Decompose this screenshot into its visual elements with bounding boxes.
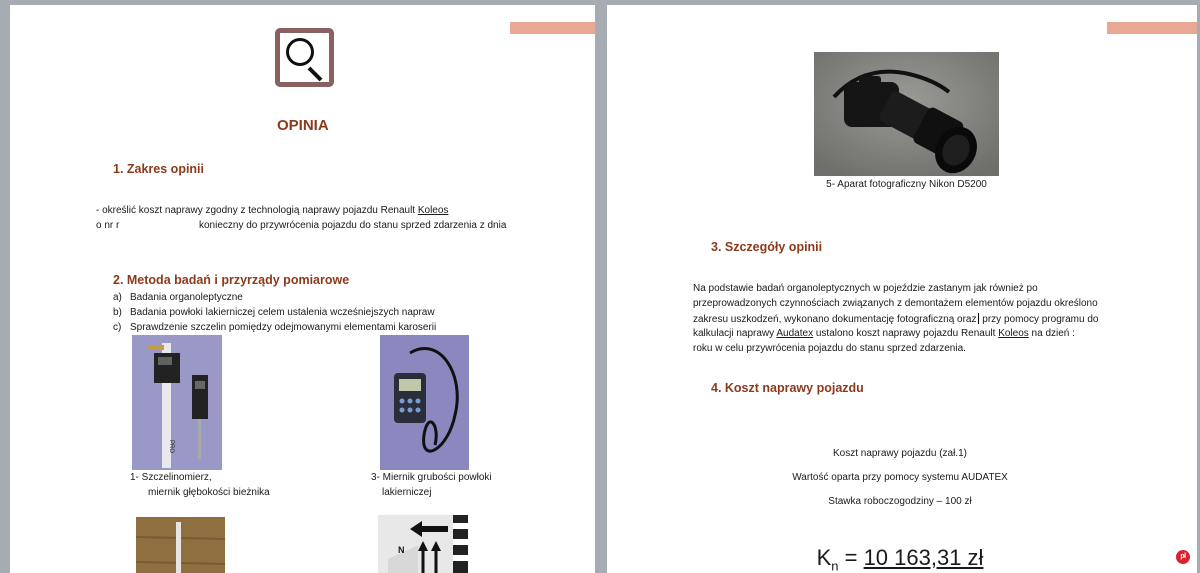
lento-watermark-logo: Lento pl	[1117, 541, 1190, 567]
arrow-sign-photo	[378, 515, 468, 573]
list-marker: c)	[113, 322, 122, 333]
arrow-sign-letter: N	[398, 545, 405, 555]
document-page-right	[607, 5, 1197, 573]
section-heading-methods: 2. Metoda badań i przyrządy pomiarowe	[113, 273, 350, 287]
magnifier-logo-icon	[275, 28, 334, 87]
cost-line-2: Wartość oparta przy pomocy systemu AUDATEX	[792, 472, 1008, 483]
cost-line-3: Stawka roboczogodziny – 100 zł	[828, 496, 972, 507]
section-heading-scope: 1. Zakres opinii	[113, 162, 205, 176]
text-cursor	[978, 313, 979, 324]
header-accent-bar	[510, 22, 595, 34]
list-marker: b)	[113, 307, 122, 318]
caption-gauge-line-2: lakierniczej	[382, 487, 432, 498]
cost-formula: $K_n = 10$ 163,31 zł	[816, 545, 984, 573]
details-line-1: Na podstawie badań organoleptycznych w pojeździe zastanym jak również po	[693, 283, 1038, 294]
details-line-3: zakresu uszkodzeń, wykonano dokumentację fotograficzną oraz przy pomocy programu do	[693, 314, 1099, 325]
caption-caliper-line-1: 1- Szczelinomierz,	[130, 472, 212, 483]
header-accent-bar	[1107, 22, 1197, 34]
details-line-4: kalkulacji naprawy Audatex ustalono koszt naprawy pojazdu Renault Koleos na dzień :	[693, 328, 1075, 339]
caption-gauge-line-1: 3- Miernik grubości powłoki	[371, 472, 492, 483]
section-heading-details: 3. Szczegóły opinii	[711, 240, 823, 254]
scope-text-line-2: o nr r	[96, 220, 120, 231]
list-item: Badania powłoki lakierniczej celem ustalenia wcześniejszych napraw	[130, 307, 435, 318]
list-item: Badania organoleptyczne	[130, 292, 243, 303]
caliper-photo	[132, 335, 222, 470]
svg-text:PRO: PRO	[168, 440, 174, 454]
details-line-5: roku w celu przywrócenia pojazdu do stanu sprzed zdarzenia.	[693, 343, 966, 354]
cost-line-1: Koszt naprawy pojazdu (zał.1)	[833, 448, 967, 459]
scope-text-line-1: - określić koszt naprawy zgodny z technologią naprawy pojazdu Renault Koleos	[96, 205, 449, 216]
wood-probe-photo	[136, 517, 225, 573]
section-heading-cost: 4. Koszt naprawy pojazdu	[711, 381, 864, 395]
document-page-left	[10, 5, 595, 573]
paint-gauge-photo	[380, 335, 469, 470]
document-title: OPINIA	[277, 117, 329, 134]
camera-caption: 5- Aparat fotograficzny Nikon D5200	[826, 179, 987, 190]
total-cost-value: 10 163,31 zł	[863, 545, 984, 570]
caption-caliper-line-2: miernik głębokości bieżnika	[148, 487, 270, 498]
camera-photo	[814, 52, 999, 176]
scope-text-line-2b: konieczny do przywrócenia pojazdu do stanu sprzed zdarzenia z dnia	[199, 220, 507, 231]
details-line-2: przeprowadzonych czynnościach związanych z demontażem elementów pojazdu określono	[693, 298, 1098, 309]
list-marker: a)	[113, 292, 122, 303]
list-item: Sprawdzenie szczelin pomiędzy odejmowanymi elementami karoserii	[130, 322, 437, 333]
